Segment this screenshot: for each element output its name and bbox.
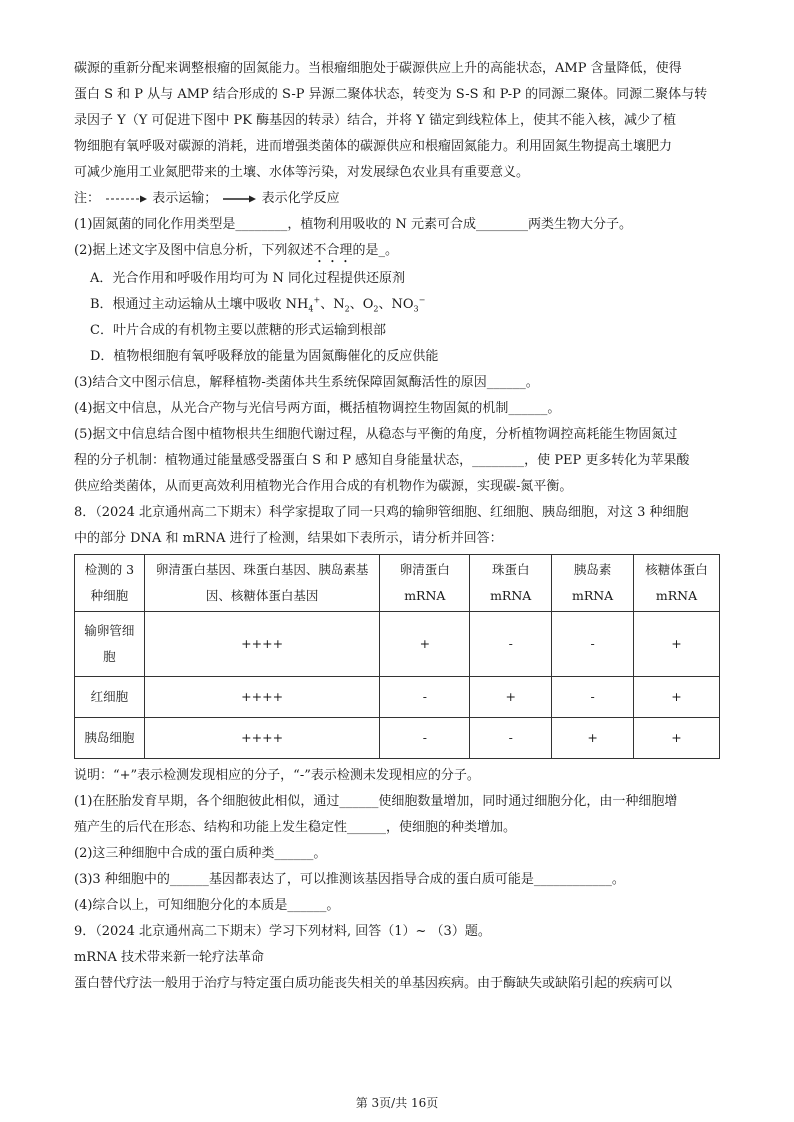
table-cell: 红细胞 xyxy=(75,677,145,718)
q7-subquestion-2 xyxy=(74,238,720,266)
q7-q2-prefix: (2)据上述文字及图中信息分析，下列叙述 xyxy=(74,243,314,258)
q8-subquestion-1-line: 殖产生的后代在形态、结构和功能上发生稳定性______，使细胞的种类增加。 xyxy=(74,820,517,835)
table-header-cell: 核糖体蛋白 mRNA xyxy=(634,555,720,612)
table-header-row xyxy=(75,555,720,612)
table-cell: - xyxy=(470,718,552,759)
q7-subquestion-4: (4)据文中信息，从光合产物与光信号两方面，概括植物调控生物固氮的机制______。 xyxy=(74,401,561,416)
q7-q2-suffix: 的是_。 xyxy=(352,243,398,258)
table-row xyxy=(75,677,720,718)
q8-subquestion-3: (3)3 种细胞中的______基因都表达了，可以推测该基因指导合成的蛋白质可能是____________。 xyxy=(74,872,625,887)
q7-q2-emphasis: 不合理 xyxy=(313,243,353,258)
table-header-cell: 卵清蛋白基因、珠蛋白基因、胰岛素基因、核糖体蛋白基因 xyxy=(144,555,380,612)
table-cell: ++++ xyxy=(144,677,380,718)
table-cell: ++++ xyxy=(144,718,380,759)
note-prefix: 注： xyxy=(74,191,101,206)
option-b-text: 、O xyxy=(349,297,374,312)
table-cell: + xyxy=(634,718,720,759)
q9-stem: 9．（2024 北京通州高二下期末）学习下列材料, 回答（1）~ （3）题。 xyxy=(74,924,491,939)
table-cell: - xyxy=(380,677,470,718)
option-c: C．叶片合成的有机物主要以蔗糖的形式运输到根部 xyxy=(90,323,386,338)
table-cell: + xyxy=(634,677,720,718)
table-explanation: 说明：“+”表示检测发现相应的分子，“-”表示检测未发现相应的分子。 xyxy=(74,768,480,783)
table-header-cell: 卵清蛋白 mRNA xyxy=(380,555,470,612)
intro-line: 物细胞有氧呼吸对碳源的消耗，进而增强类菌体的碳源供应和根瘤固氮能力。利用固氮生物提高土壤肥力 xyxy=(74,139,673,154)
table-cell: - xyxy=(380,718,470,759)
table-cell: - xyxy=(552,677,634,718)
q9-article-title: mRNA 技术带来新一轮疗法革命 xyxy=(74,950,265,965)
intro-paragraph xyxy=(74,56,720,186)
table-cell: + xyxy=(470,677,552,718)
table-cell: - xyxy=(470,612,552,677)
q8-subquestion-4: (4)综合以上，可知细胞分化的本质是______。 xyxy=(74,898,340,913)
dashed-arrow-icon xyxy=(104,194,148,204)
intro-line: 蛋白 S 和 P 从与 AMP 结合形成的 S-P 异源二聚体状态，转变为 S-S 和 P-P 的同源二聚体。同源二聚体与转 xyxy=(74,87,708,102)
table-cell: - xyxy=(552,612,634,677)
q8-stem-line: 中的部分 DNA 和 mRNA 进行了检测，结果如下表所示，请分析并回答： xyxy=(74,531,503,546)
table-cell: + xyxy=(380,612,470,677)
table-header-cell: 珠蛋白 mRNA xyxy=(470,555,552,612)
detection-table xyxy=(74,554,720,759)
table-header-cell: 检测的 3 种细胞 xyxy=(75,555,145,612)
q8-stem-line: 8．（2024 北京通州高二下期末）科学家提取了同一只鸡的输卵管细胞、红细胞、胰岛细胞，对这 3 种细胞 xyxy=(74,505,689,520)
option-b-text: 、NO xyxy=(378,297,414,312)
q9-article-line: 蛋白替代疗法一般用于治疗与特定蛋白质功能丧失相关的单基因疾病。由于酶缺失或缺陷引起的疾病可以 xyxy=(74,976,673,991)
intro-line: 录因子 Y（Y 可促进下图中 PK 酶基因的转录）结合，并将 Y 锚定到线粒体上，使其不能入核，减少了植 xyxy=(74,113,676,128)
option-d: D．植物根细胞有氧呼吸释放的能量为固氮酶催化的反应供能 xyxy=(90,349,439,364)
option-b xyxy=(74,292,720,318)
q7-subquestion-5-line: (5)据文中信息结合图中植物根共生细胞代谢过程，从稳态与平衡的角度，分析植物调控高耗能生物固氮过 xyxy=(74,427,678,442)
table-header-cell: 胰岛素 mRNA xyxy=(552,555,634,612)
page-number: 第 3页/共 16页 xyxy=(355,1096,439,1110)
q7-subquestion-5-line: 供应给类菌体，从而更高效利用植物光合作用合成的有机物作为碳源，实现碳-氮平衡。 xyxy=(74,479,573,494)
table-row xyxy=(75,612,720,677)
superscript: − xyxy=(418,295,426,305)
option-a: A．光合作用和呼吸作用均可为 N 同化过程提供还原剂 xyxy=(90,271,406,286)
note-transport: 表示运输； xyxy=(152,191,218,206)
note-reaction: 表示化学反应 xyxy=(261,191,340,206)
subscript: 3 xyxy=(413,304,419,314)
q7-subquestion-5-line: 程的分子机制：植物通过能量感受器蛋白 S 和 P 感知自身能量状态，________，使 PEP 更多转化为苹果酸 xyxy=(74,453,690,468)
q8-subquestion-1-line: (1)在胚胎发育早期，各个细胞彼此相似，通过______使细胞数量增加，同时通过细胞分化，由一种细胞增 xyxy=(74,794,678,809)
table-cell: + xyxy=(552,718,634,759)
intro-line: 可减少施用工业氮肥带来的土壤、水体等污染，对发展绿色农业具有重要意义。 xyxy=(74,165,530,180)
table-row xyxy=(75,718,720,759)
subscript: 4 xyxy=(308,304,314,314)
option-b-text: 、N xyxy=(320,297,345,312)
table-cell: 胰岛细胞 xyxy=(75,718,145,759)
option-b-text: B．根通过主动运输从土壤中吸收 NH xyxy=(90,297,309,312)
table-cell: 输卵管细胞 xyxy=(75,612,145,677)
page-content xyxy=(74,56,720,997)
note-legend xyxy=(74,186,720,212)
table-cell: ++++ xyxy=(144,612,380,677)
superscript: + xyxy=(313,295,321,305)
q7-subquestion-1: (1)固氮菌的同化作用类型是________，植物利用吸收的 N 元素可合成________两类生物大分子。 xyxy=(74,217,633,232)
q7-subquestion-3: (3)结合文中图示信息，解释植物-类菌体共生系统保障固氮酶活性的原因______。 xyxy=(74,375,539,390)
table-cell: + xyxy=(634,612,720,677)
subscript: 2 xyxy=(344,304,350,314)
intro-line: 碳源的重新分配来调整根瘤的固氮能力。当根瘤细胞处于碳源供应上升的高能状态，AMP 含量降低，使得 xyxy=(74,61,682,76)
subscript: 2 xyxy=(373,304,379,314)
q8-subquestion-2: (2)这三种细胞中合成的蛋白质种类______。 xyxy=(74,846,327,861)
solid-arrow-icon xyxy=(221,194,257,204)
